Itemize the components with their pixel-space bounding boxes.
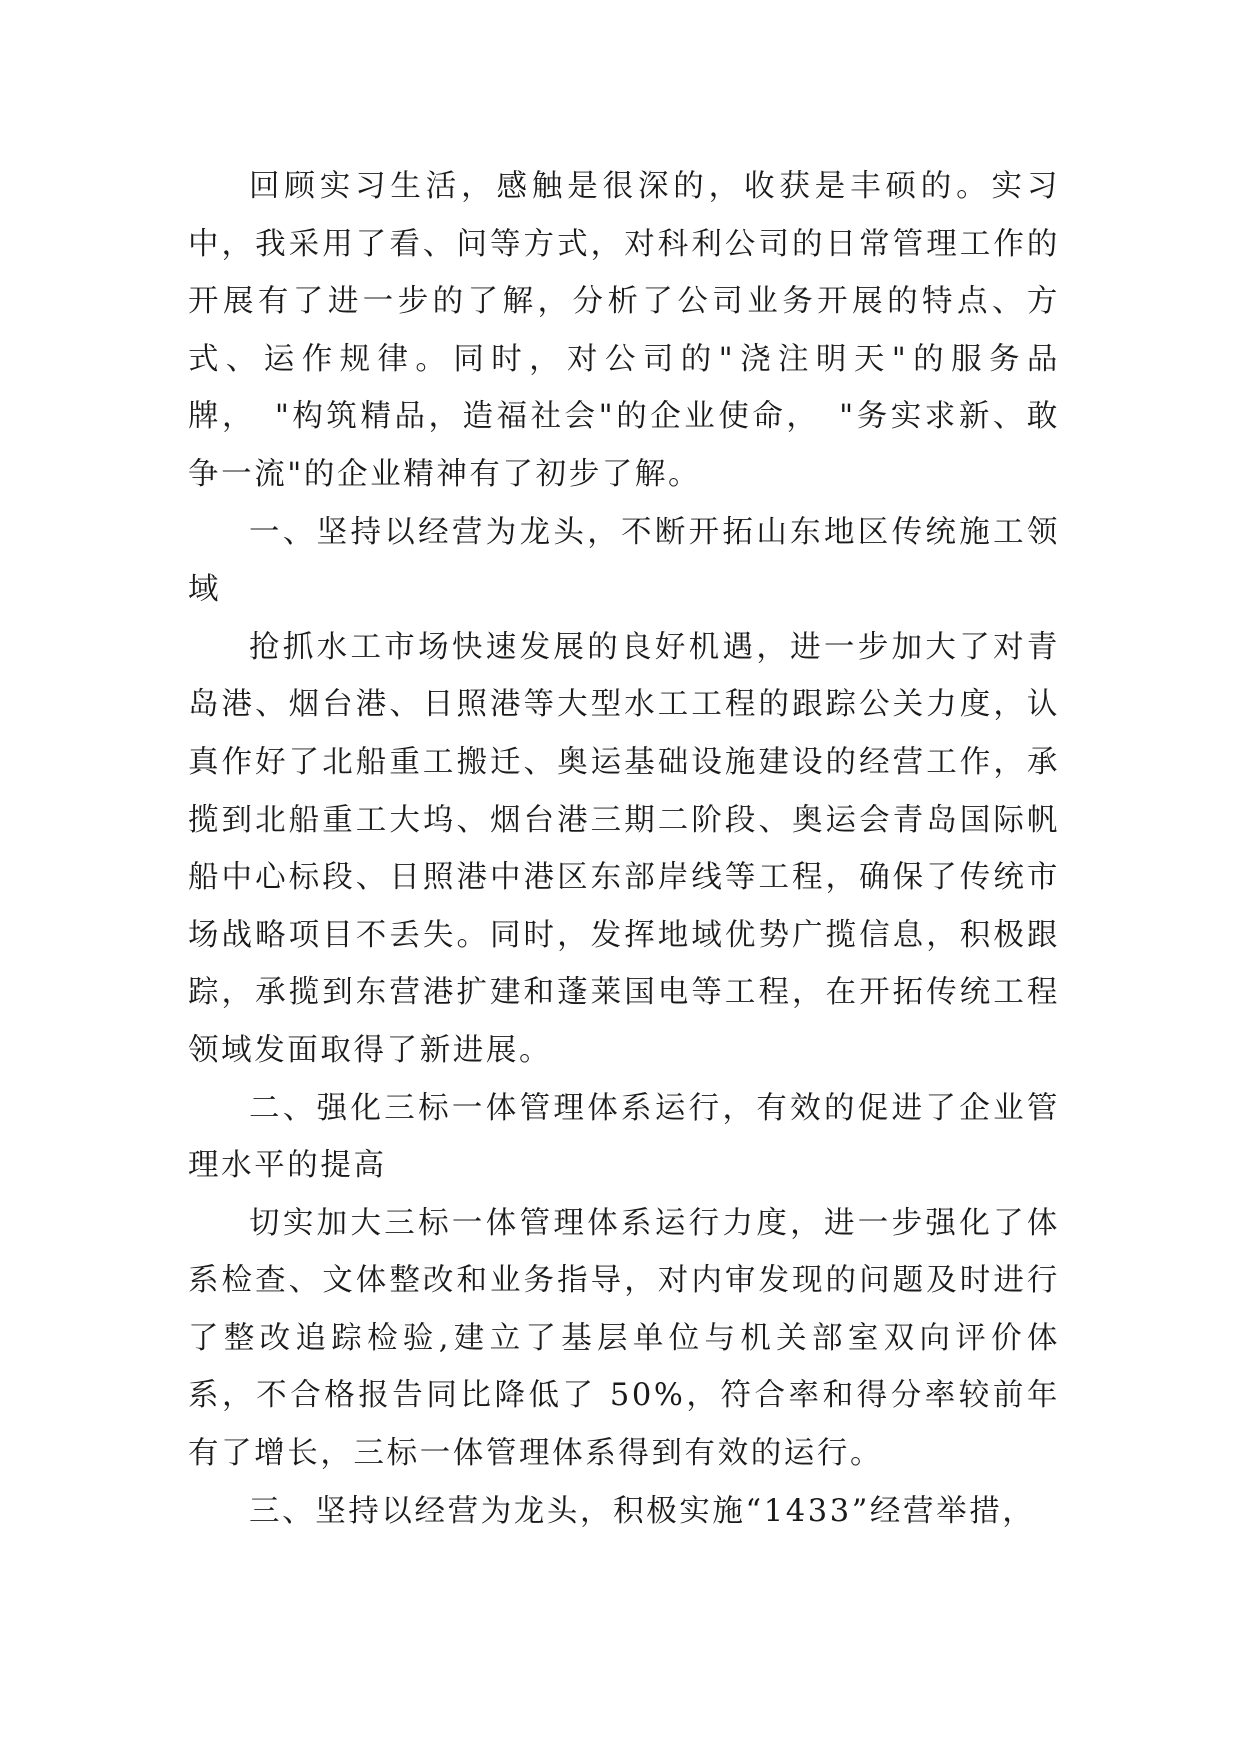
paragraph-section-2: 切实加大三标一体管理体系运行力度，进一步强化了体系检查、文体整改和业务指导，对内审发现的问题及时进行了整改追踪检验,建立了基层单位与机关部室双向评价体系，不合格报告同比降低了 50%，符合率和得分率较前年有了增长，三标一体管理体系得到有效的运行。	[188, 1205, 1060, 1472]
section-heading-1: 一、坚持以经营为龙头，不断开拓山东地区传统施工领域	[188, 514, 1060, 608]
paragraph-section-1: 抢抓水工市场快速发展的良好机遇，进一步加大了对青岛港、烟台港、日照港等大型水工工程的跟踪公关力度，认真作好了北船重工搬迁、奥运基础设施建设的经营工作，承揽到北船重工大坞、烟台港三期二阶段、奥运会青岛国际帆船中心标段、日照港中港区东部岸线等工程，确保了传统市场战略项目不丢失。同时，发挥地域优势广揽信息，积极跟踪，承揽到东营港扩建和蓬莱国电等工程，在开拓传统工程领域发面取得了新进展。	[188, 629, 1060, 1068]
section-heading-3: 三、坚持以经营为龙头，积极实施“1433”经营举措，	[249, 1493, 1036, 1529]
document-body	[188, 158, 1060, 1540]
paragraph-intro: 回顾实习生活，感触是很深的，收获是丰硕的。实习中，我采用了看、问等方式，对科利公司的日常管理工作的开展有了进一步的了解，分析了公司业务开展的特点、方式、运作规律。同时，对公司的"浇注明天"的服务品牌， "构筑精品，造福社会"的企业使命， "务实求新、敢争一流"的企业精神有了初步了解。	[188, 169, 1060, 492]
section-heading-2: 二、强化三标一体管理体系运行，有效的促进了企业管理水平的提高	[188, 1090, 1060, 1184]
